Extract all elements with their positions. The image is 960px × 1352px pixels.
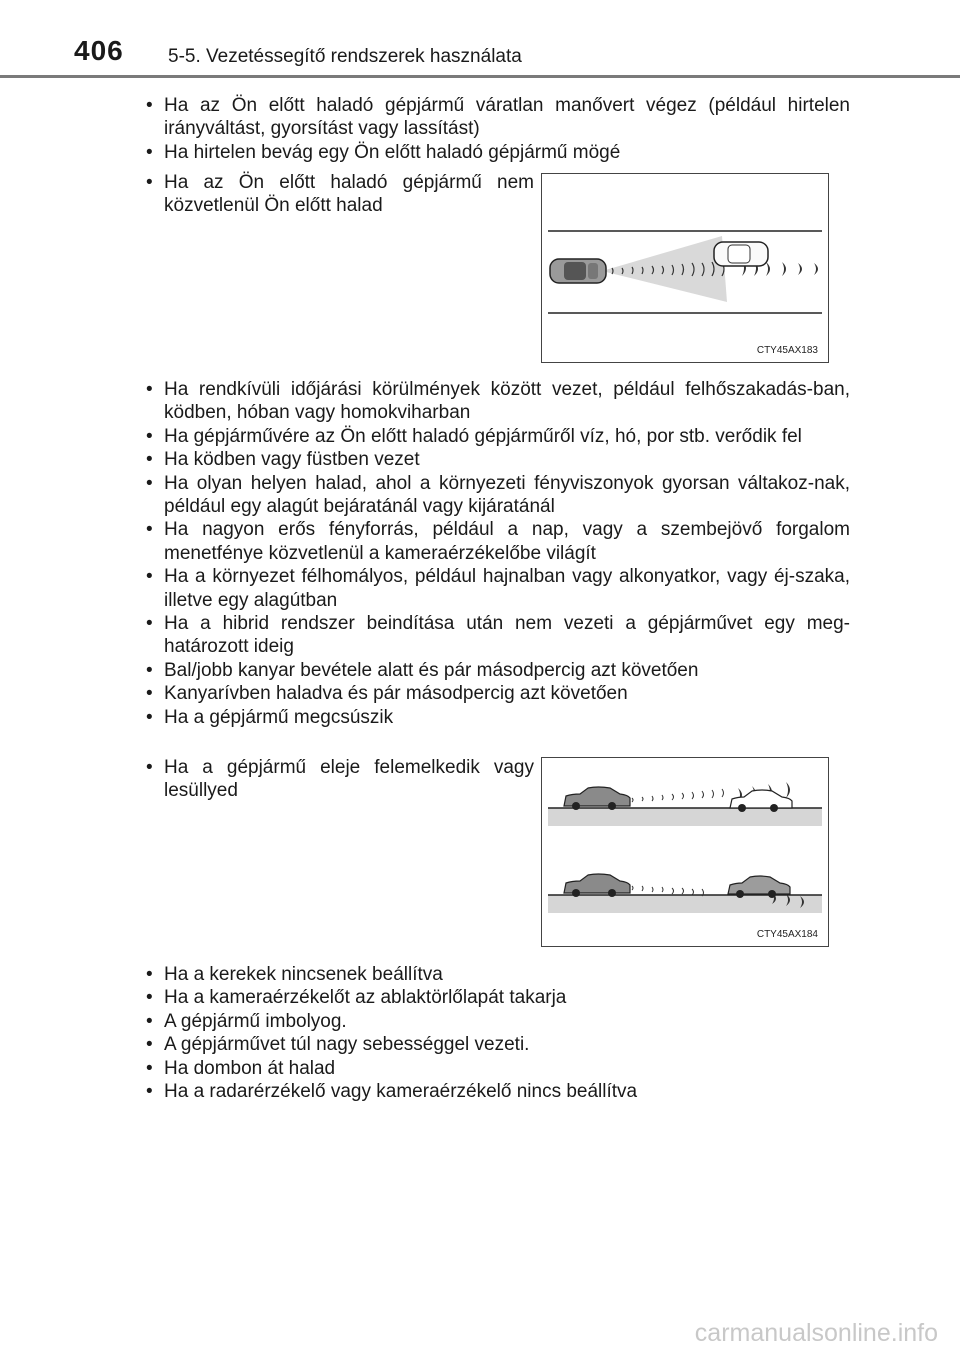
list-item: • A gépjárművet túl nagy sebességgel vezeti. xyxy=(138,1033,850,1056)
figure-radar-offset-vehicle xyxy=(541,173,829,363)
list-item: • Ha az Ön előtt haladó gépjármű váratlan manővert végez (például hirtelen irányváltást, gyorsítást vagy lassítást) xyxy=(138,94,850,141)
bullet-list-3 xyxy=(138,378,850,729)
header-divider xyxy=(0,75,960,78)
list-item: • Ha a környezet félhomályos, például hajnalban vagy alkonyatkor, vagy éj-szaka, illetve egy alagútban xyxy=(138,565,850,612)
page-number: 406 xyxy=(74,35,124,66)
bullet-list-2 xyxy=(138,171,534,218)
list-item: • Ha a hibrid rendszer beindítása után nem vezeti a gépjárművet egy meg-határozott ideig xyxy=(138,612,850,659)
figure-code: CTY45AX184 xyxy=(756,929,818,940)
list-item: • Kanyarívben haladva és pár másodpercig azt követően xyxy=(138,682,850,705)
list-item: • Ha a gépjármű eleje felemelkedik vagy lesüllyed xyxy=(138,756,534,803)
radar-offset-illustration xyxy=(542,174,828,362)
own-car-top-icon xyxy=(564,787,630,810)
section-title: 5-5. Vezetéssegítő rendszerek használata xyxy=(168,46,522,67)
page-header xyxy=(0,0,960,82)
list-item: • Ha a kerekek nincsenek beállítva xyxy=(138,963,850,986)
bullet-list-5 xyxy=(138,963,850,1103)
list-item: • A gépjármű imbolyog. xyxy=(138,1010,850,1033)
list-item: • Ha hirtelen bevág egy Ön előtt haladó gépjármű mögé xyxy=(138,141,850,164)
list-item: • Ha az Ön előtt haladó gépjármű nem közvetlenül Ön előtt halad xyxy=(138,171,534,218)
list-item: • Ha a kameraérzékelőt az ablaktörlőlapát takarja xyxy=(138,986,850,1009)
watermark: carmanualsonline.info xyxy=(694,1319,938,1347)
figure-code: CTY45AX183 xyxy=(756,345,818,356)
list-item: • Ha rendkívüli időjárási körülmények között vezet, például felhőszakadás-ban, ködben, hóban vagy homokviharban xyxy=(138,378,850,425)
own-car-icon xyxy=(550,259,606,283)
preceding-car-icon xyxy=(714,242,768,266)
list-item: • Bal/jobb kanyar bevétele alatt és pár másodpercig azt követően xyxy=(138,659,850,682)
own-car-bottom-icon xyxy=(564,874,630,897)
figure-vehicle-pitch xyxy=(541,757,829,947)
list-item: • Ha a radarérzékelő vagy kameraérzékelő nincs beállítva xyxy=(138,1080,850,1103)
list-item: • Ha gépjárművére az Ön előtt haladó gépjárműről víz, hó, por stb. verődik fel xyxy=(138,425,850,448)
vehicle-pitch-illustration xyxy=(542,758,828,946)
list-item: • Ha olyan helyen halad, ahol a környezeti fényviszonyok gyorsan váltakoz-nak, például egy alagút bejáratánál vagy kijáratánál xyxy=(138,472,850,519)
list-item: • Ha a gépjármű megcsúszik xyxy=(138,706,850,729)
list-item: • Ha nagyon erős fényforrás, például a nap, vagy a szembejövő forgalom menetfénye közvetlenül a kameraérzékelőbe világít xyxy=(138,518,850,565)
bullet-list-1 xyxy=(138,94,850,164)
bullet-list-4 xyxy=(138,756,534,803)
list-item: • Ha dombon át halad xyxy=(138,1057,850,1080)
list-item: • Ha ködben vagy füstben vezet xyxy=(138,448,850,471)
